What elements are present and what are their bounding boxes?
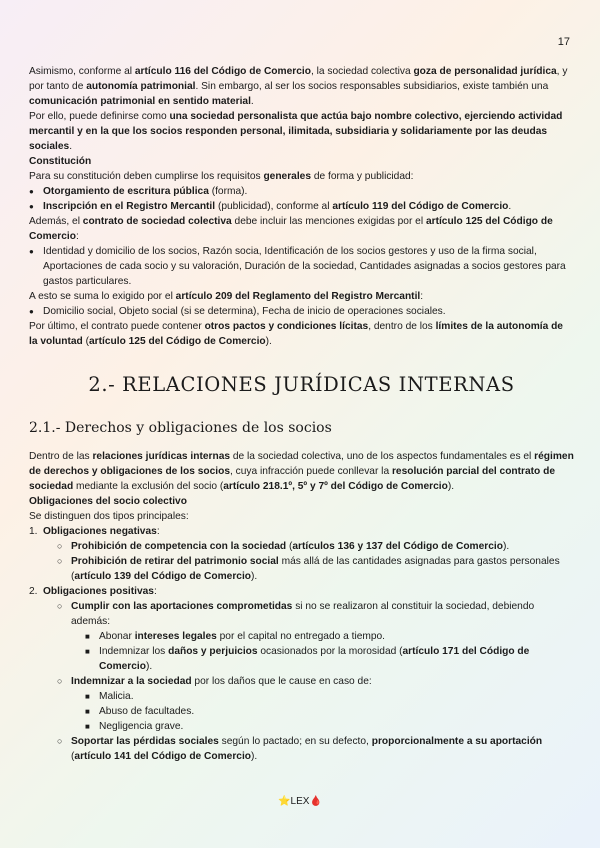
aportaciones-sublist [85, 629, 574, 674]
list-item: ● Domicilio social, Objeto social (si se determina), Fecha de inicio de operaciones sociales. [29, 304, 574, 319]
menciones-list [29, 244, 574, 289]
paragraph: Dentro de las relaciones jurídicas internas de la sociedad colectiva, uno de los aspectos fundamentales es el régimen de derechos y obligaciones de los socios, cuya infracción puede conllevar la resolución parcial del contrato de sociedad mediante la exclusión del socio (artículo 218.1º, 5º y 7º del Código de Comercio). [29, 451, 574, 492]
list-item: 1. Obligaciones negativas: ○ Prohibición de competencia con la sociedad (artículos 136 y 137 del Código de Comercio). ○ Prohibición de retirar del patrimonio social más allá de las cantidades asignadas para gastos personales (artículo 139 del Código de Comercio). [29, 524, 574, 584]
paragraph: Asimismo, conforme al artículo 116 del Código de Comercio, la sociedad colectiva goza de personalidad jurídica, y por tanto de autonomía patrimonial. Sin embargo, al ser los socios responsables subsidiarios, existe también una comunicación patrimonial en sentido material. [29, 66, 568, 107]
paragraph: Por último, el contrato puede contener otros pactos y condiciones lícitas, dentro de los límites de la autonomía de la voluntad (artículo 125 del Código de Comercio). [29, 321, 563, 347]
star-icon: ⭐ [278, 796, 291, 807]
obligaciones-list [29, 524, 574, 764]
paragraph: A esto se suma lo exigido por el artículo 209 del Reglamento del Registro Mercantil: [29, 291, 424, 302]
paragraph: Se distinguen dos tipos principales: [29, 511, 189, 522]
list-item: ○ Prohibición de retirar del patrimonio social más allá de las cantidades asignadas para gastos personales (artículo 139 del Código de Comercio). [57, 554, 574, 584]
list-item: ● Identidad y domicilio de los socios, Razón socia, Identificación de los socios gestores y uso de la firma social, Aportaciones de cada socio y su valoración, Duración de la sociedad, Cantidades asignadas a socios gestores para gastos particulares. [29, 244, 574, 289]
list-item: 2. Obligaciones positivas: ○ Cumplir con las aportaciones comprometidas si no se realizaron al constituir la sociedad, debiendo además: ■ Abonar intereses legales por el capital no entregado a tiempo. ■ Indemnizar los daños y perjuicios ocasionados por la morosidad (artículo 171 del Código de Comercio). ○ Indemnizar a la sociedad por los daños que le cause en caso de: ■ Malicia. ■ Abuso de facultades. ■ Negligencia grave. ○ Soportar las pérdidas sociales según lo pactado; en su defecto, proporcionalmente a su aportación (artículo 141 del Código de Comercio). [29, 584, 574, 764]
paragraph: Además, el contrato de sociedad colectiva debe incluir las menciones exigidas por el artículo 125 del Código de Comercio: [29, 216, 553, 242]
list-item: ■ Indemnizar los daños y perjuicios ocasionados por la morosidad (artículo 171 del Código de Comercio). [85, 644, 574, 674]
list-item: ■ Abuso de facultades. [85, 704, 574, 719]
section-heading: 2.- RELACIONES JURÍDICAS INTERNAS [88, 373, 515, 396]
paragraph: Por ello, puede definirse como una sociedad personalista que actúa bajo nombre colectivo, ejerciendo actividad mercantil y en la que los socios responden personal, ilimitada, subsidiaria y solidariamente por las deudas sociales. [29, 111, 563, 152]
paragraph: Para su constitución deben cumplirse los requisitos generales de forma y publicidad: [29, 171, 414, 182]
list-item: ■ Abonar intereses legales por el capital no entregado a tiempo. [85, 629, 574, 644]
requisitos-list [29, 184, 574, 214]
list-item: ■ Negligencia grave. [85, 719, 574, 734]
list-item: ● Otorgamiento de escritura pública (forma). [29, 184, 574, 199]
positivas-list [57, 599, 574, 764]
list-item: ○ Prohibición de competencia con la sociedad (artículos 136 y 137 del Código de Comercio). [57, 539, 574, 554]
document-body [29, 64, 574, 764]
subheading-obligaciones: Obligaciones del socio colectivo [29, 496, 187, 507]
list-item: ■ Malicia. [85, 689, 574, 704]
negativas-list [57, 539, 574, 584]
danos-sublist [85, 689, 574, 734]
list-item: ○ Soportar las pérdidas sociales según lo pactado; en su defecto, proporcionalmente a su aportación (artículo 141 del Código de Comercio). [57, 734, 574, 764]
footer-logo [0, 796, 600, 807]
blood-drop-icon: 🩸 [309, 796, 322, 807]
subheading-constitucion: Constitución [29, 156, 92, 167]
footer-text: LEX [290, 796, 310, 807]
list-item: ○ Indemnizar a la sociedad por los daños que le cause en caso de: ■ Malicia. ■ Abuso de facultades. ■ Negligencia grave. [57, 674, 574, 734]
list-item: ○ Cumplir con las aportaciones comprometidas si no se realizaron al constituir la sociedad, debiendo además: ■ Abonar intereses legales por el capital no entregado a tiempo. ■ Indemnizar los daños y perjuicios ocasionados por la morosidad (artículo 171 del Código de Comercio). [57, 599, 574, 674]
subsection-heading: 2.1.- Derechos y obligaciones de los socios [29, 420, 332, 436]
list-item: ● Inscripción en el Registro Mercantil (publicidad), conforme al artículo 119 del Código de Comercio. [29, 199, 574, 214]
rrm-list [29, 304, 574, 319]
page-number: 17 [557, 36, 570, 48]
